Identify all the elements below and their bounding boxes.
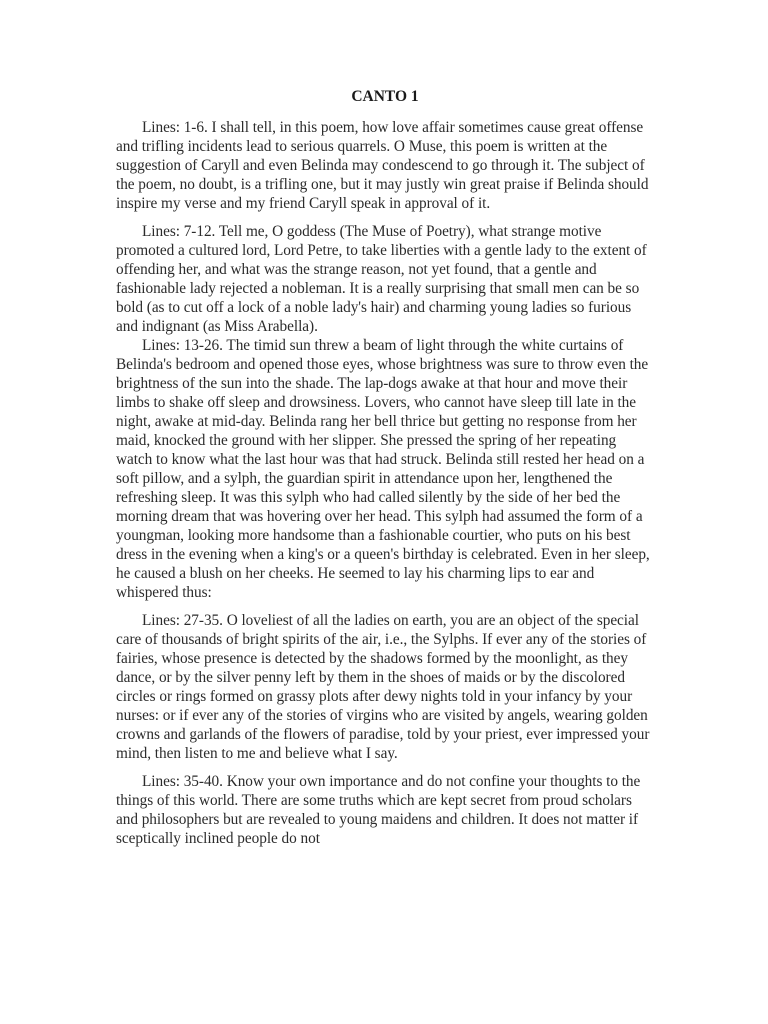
document-page (116, 86, 654, 848)
paragraph-lines-35-40: Lines: 35-40. Know your own importance and do not confine your thoughts to the things of this world. There are some truths which are kept secret from proud scholars and philosophers but are revealed to young maidens and children. It does not matter if sceptically inclined people do not (116, 773, 641, 847)
paragraph-lines-27-35: Lines: 27-35. O loveliest of all the ladies on earth, you are an object of the special care of thousands of bright spirits of the air, i.e., the Sylphs. If ever any of the stories of fairies, whose presence is detected by the shadows formed by the moonlight, as they dance, or by the silver penny left by them in the shoes of maids or by the discolored circles or rings formed on grassy plots after dewy nights told in your infancy by your nurses: or if ever any of the stories of virgins who are visited by angels, wearing golden crowns and garlands of the flowers of paradise, told by your priest, ever impressed your mind, then listen to me and believe what I say. (116, 612, 650, 762)
paragraph-lines-1-6: Lines: 1-6. I shall tell, in this poem, how love affair sometimes cause great offense and trifling incidents lead to serious quarrels. O Muse, this poem is written at the suggestion of Caryll and even Belinda may condescend to go through it. The subject of the poem, no doubt, is a trifling one, but it may justly win great praise if Belinda should inspire my verse and my friend Caryll speak in approval of it. (116, 119, 649, 212)
paragraph-lines-7-12: Lines: 7-12. Tell me, O goddess (The Muse of Poetry), what strange motive promoted a cultured lord, Lord Petre, to take liberties with a gentle lady to the extent of offending her, and what was the strange reason, not yet found, that a gentle and fashionable lady rejected a nobleman. It is a really surprising that small men can be so bold (as to cut off a lock of a noble lady's hair) and charming young ladies so furious and indignant (as Miss Arabella). (116, 223, 647, 335)
paragraph-lines-13-26: Lines: 13-26. The timid sun threw a beam of light through the white curtains of Belinda's bedroom and opened those eyes, whose brightness was sure to throw even the brightness of the sun into the shade. The lap-dogs awake at that hour and move their limbs to shake off sleep and drowsiness. Lovers, who cannot have sleep till late in the night, awake at mid-day. Belinda rang her bell thrice but getting no response from her maid, knocked the ground with her slipper. She pressed the spring of her repeating watch to know what the last hour was that had struck. Belinda still rested her head on a soft pillow, and a sylph, the guardian spirit in attendance upon her, lengthened the refreshing sleep. It was this sylph who had called silently by the side of her bed the morning dream that was hovering over her head. This sylph had assumed the form of a youngman, looking more handsome than a fashionable courtier, who puts on his best dress in the evening when a king's or a queen's birthday is celebrated. Even in her sleep, he caused a blush on her cheeks. He seemed to lay his charming lips to ear and whispered thus: (116, 337, 650, 601)
page-title: CANTO 1 (351, 88, 419, 105)
